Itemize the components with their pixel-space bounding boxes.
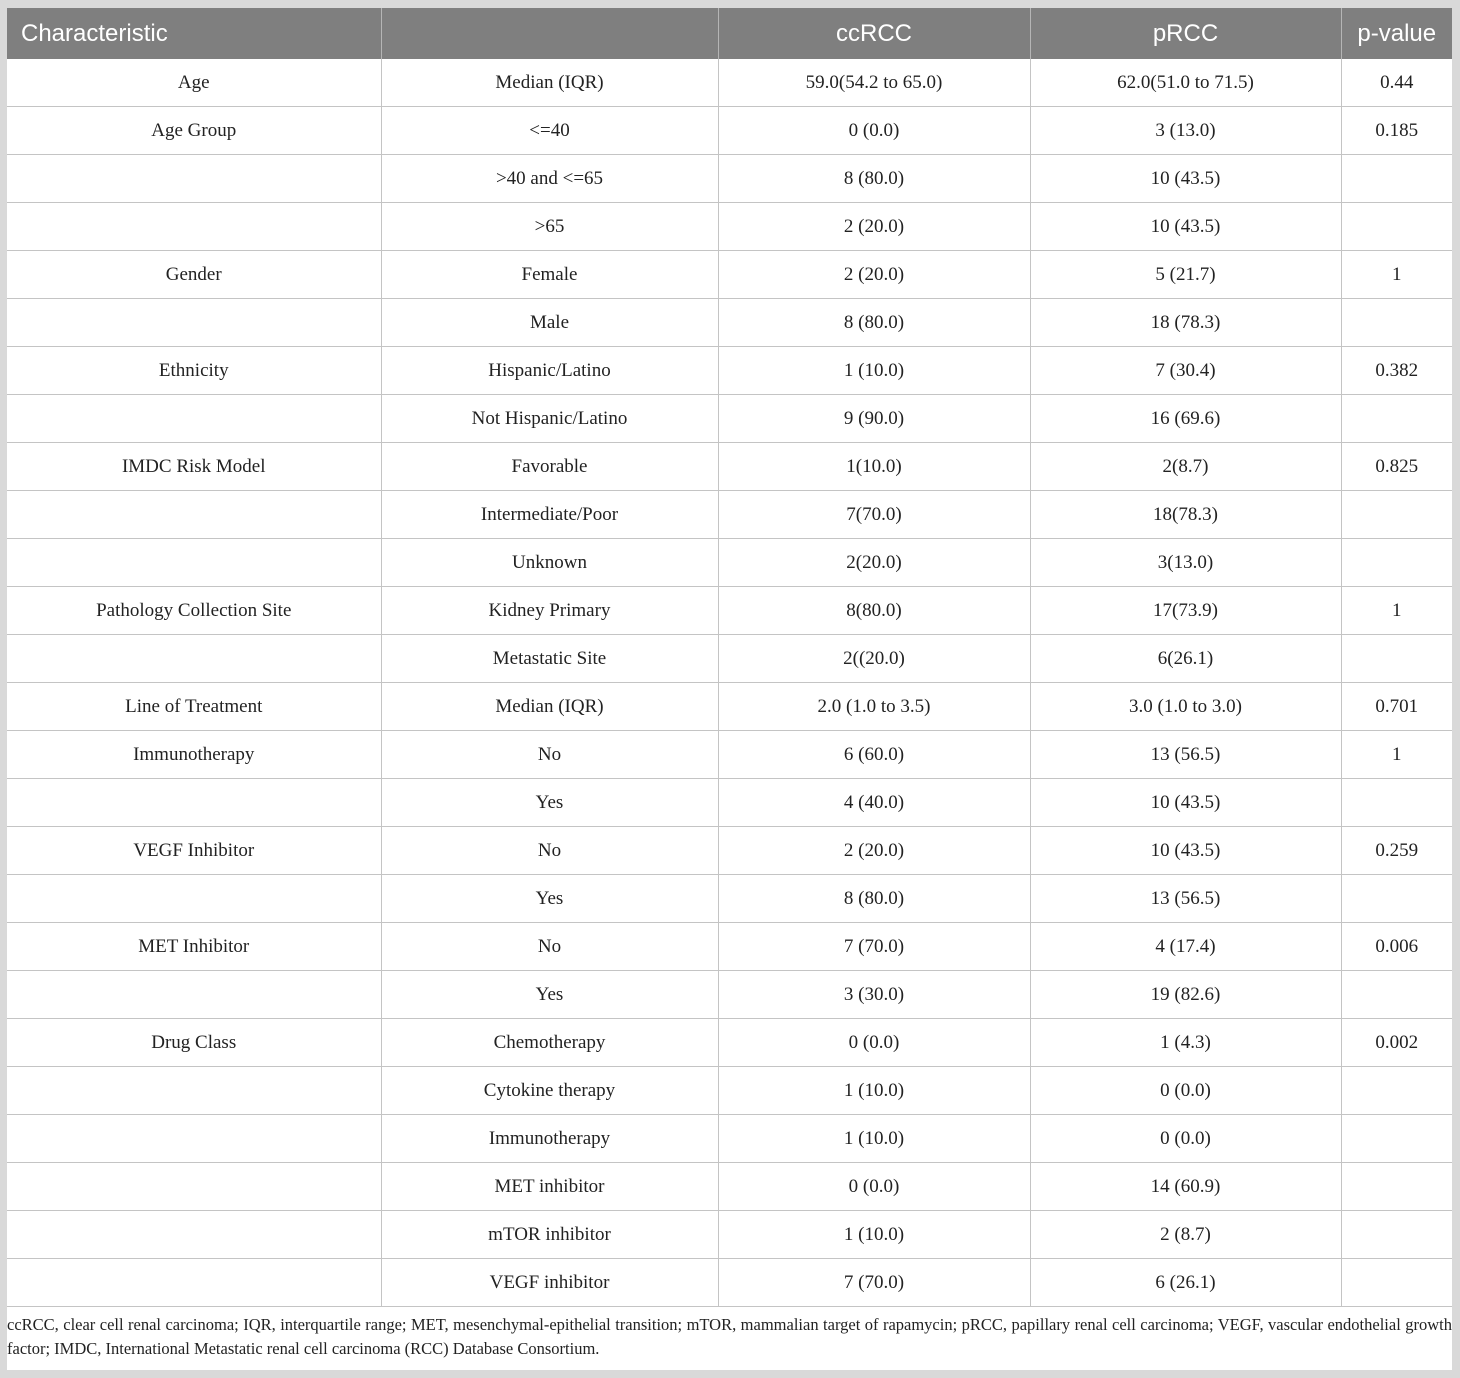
cell-prcc: 18 (78.3) — [1030, 299, 1341, 347]
cell-characteristic — [7, 1067, 381, 1115]
table-row — [7, 1115, 1452, 1163]
cell-characteristic — [7, 203, 381, 251]
cell-subcategory: Yes — [381, 779, 718, 827]
table-row — [7, 59, 1452, 107]
cell-characteristic: MET Inhibitor — [7, 923, 381, 971]
cell-p-value: 1 — [1341, 251, 1452, 299]
cell-prcc: 3(13.0) — [1030, 539, 1341, 587]
cell-subcategory: MET inhibitor — [381, 1163, 718, 1211]
cell-characteristic — [7, 299, 381, 347]
table-row — [7, 251, 1452, 299]
cell-characteristic: Line of Treatment — [7, 683, 381, 731]
cell-ccrcc: 2 (20.0) — [718, 251, 1030, 299]
cell-ccrcc: 4 (40.0) — [718, 779, 1030, 827]
cell-p-value — [1341, 971, 1452, 1019]
table-row — [7, 971, 1452, 1019]
cell-subcategory: Yes — [381, 875, 718, 923]
cell-characteristic — [7, 1259, 381, 1307]
cell-subcategory: Unknown — [381, 539, 718, 587]
cell-characteristic: Immunotherapy — [7, 731, 381, 779]
cell-characteristic: IMDC Risk Model — [7, 443, 381, 491]
cell-ccrcc: 1(10.0) — [718, 443, 1030, 491]
cell-ccrcc: 8 (80.0) — [718, 155, 1030, 203]
table-body — [7, 59, 1452, 1307]
cell-ccrcc: 1 (10.0) — [718, 1115, 1030, 1163]
cell-characteristic — [7, 971, 381, 1019]
cell-characteristic: Age — [7, 59, 381, 107]
cell-ccrcc: 2(20.0) — [718, 539, 1030, 587]
cell-prcc: 10 (43.5) — [1030, 779, 1341, 827]
cell-p-value: 0.006 — [1341, 923, 1452, 971]
cell-ccrcc: 0 (0.0) — [718, 1019, 1030, 1067]
table-row — [7, 1019, 1452, 1067]
cell-subcategory: Male — [381, 299, 718, 347]
cell-prcc: 14 (60.9) — [1030, 1163, 1341, 1211]
cell-subcategory: Female — [381, 251, 718, 299]
cell-prcc: 1 (4.3) — [1030, 1019, 1341, 1067]
cell-subcategory: Not Hispanic/Latino — [381, 395, 718, 443]
table-row — [7, 779, 1452, 827]
cell-characteristic — [7, 1211, 381, 1259]
cell-ccrcc: 8 (80.0) — [718, 299, 1030, 347]
cell-prcc: 4 (17.4) — [1030, 923, 1341, 971]
header-prcc: pRCC — [1030, 8, 1341, 59]
cell-p-value: 0.259 — [1341, 827, 1452, 875]
cell-p-value — [1341, 1163, 1452, 1211]
cell-characteristic — [7, 539, 381, 587]
cell-p-value: 0.825 — [1341, 443, 1452, 491]
cell-subcategory: Chemotherapy — [381, 1019, 718, 1067]
cell-prcc: 6(26.1) — [1030, 635, 1341, 683]
table-row — [7, 203, 1452, 251]
cell-subcategory: <=40 — [381, 107, 718, 155]
cell-p-value — [1341, 299, 1452, 347]
cell-ccrcc: 2 (20.0) — [718, 827, 1030, 875]
cell-subcategory: VEGF inhibitor — [381, 1259, 718, 1307]
table-row — [7, 587, 1452, 635]
cell-p-value: 0.382 — [1341, 347, 1452, 395]
table-row — [7, 347, 1452, 395]
header-row — [7, 8, 1452, 59]
table-row — [7, 1259, 1452, 1307]
cell-prcc: 17(73.9) — [1030, 587, 1341, 635]
cell-ccrcc: 8 (80.0) — [718, 875, 1030, 923]
cell-p-value — [1341, 1067, 1452, 1115]
cell-p-value: 0.002 — [1341, 1019, 1452, 1067]
cell-p-value — [1341, 1115, 1452, 1163]
table-footnote: ccRCC, clear cell renal carcinoma; IQR, interquartile range; MET, mesenchymal-epithelial transition; mTOR, mammalian target of rapamycin; pRCC, papillary renal cell carcinoma; VEGF, vascular endothelial growth factor; IMDC, International Metastatic renal cell carcinoma (RCC) Database Consortium. — [7, 1315, 1452, 1358]
cell-subcategory: No — [381, 923, 718, 971]
cell-ccrcc: 8(80.0) — [718, 587, 1030, 635]
table-row — [7, 923, 1452, 971]
cell-characteristic — [7, 875, 381, 923]
cell-prcc: 0 (0.0) — [1030, 1115, 1341, 1163]
cell-prcc: 5 (21.7) — [1030, 251, 1341, 299]
cell-characteristic: Pathology Collection Site — [7, 587, 381, 635]
cell-subcategory: Favorable — [381, 443, 718, 491]
cell-characteristic: VEGF Inhibitor — [7, 827, 381, 875]
cell-characteristic — [7, 491, 381, 539]
cell-p-value — [1341, 635, 1452, 683]
table-row — [7, 635, 1452, 683]
cell-p-value — [1341, 203, 1452, 251]
cell-prcc: 13 (56.5) — [1030, 875, 1341, 923]
cell-ccrcc: 0 (0.0) — [718, 1163, 1030, 1211]
cell-subcategory: No — [381, 827, 718, 875]
cell-ccrcc: 2((20.0) — [718, 635, 1030, 683]
cell-characteristic — [7, 155, 381, 203]
cell-prcc: 3 (13.0) — [1030, 107, 1341, 155]
cell-prcc: 10 (43.5) — [1030, 827, 1341, 875]
cell-ccrcc: 1 (10.0) — [718, 347, 1030, 395]
cell-characteristic: Age Group — [7, 107, 381, 155]
cell-ccrcc: 7 (70.0) — [718, 923, 1030, 971]
header-subcategory — [381, 8, 718, 59]
cell-ccrcc: 3 (30.0) — [718, 971, 1030, 1019]
cell-prcc: 19 (82.6) — [1030, 971, 1341, 1019]
cell-p-value — [1341, 491, 1452, 539]
cell-characteristic: Drug Class — [7, 1019, 381, 1067]
table-figure — [7, 8, 1452, 1370]
cell-subcategory: Cytokine therapy — [381, 1067, 718, 1115]
cell-subcategory: >40 and <=65 — [381, 155, 718, 203]
cell-p-value — [1341, 1211, 1452, 1259]
cell-subcategory: Median (IQR) — [381, 683, 718, 731]
table-row — [7, 155, 1452, 203]
cell-p-value — [1341, 539, 1452, 587]
cell-prcc: 2(8.7) — [1030, 443, 1341, 491]
cell-characteristic — [7, 779, 381, 827]
cell-prcc: 3.0 (1.0 to 3.0) — [1030, 683, 1341, 731]
cell-prcc: 16 (69.6) — [1030, 395, 1341, 443]
cell-prcc: 7 (30.4) — [1030, 347, 1341, 395]
cell-ccrcc: 1 (10.0) — [718, 1067, 1030, 1115]
table-row — [7, 1067, 1452, 1115]
cell-p-value — [1341, 875, 1452, 923]
table-row — [7, 395, 1452, 443]
table-row — [7, 107, 1452, 155]
cell-ccrcc: 9 (90.0) — [718, 395, 1030, 443]
table-row — [7, 683, 1452, 731]
table-row — [7, 875, 1452, 923]
cell-characteristic — [7, 635, 381, 683]
cell-characteristic — [7, 1115, 381, 1163]
cell-prcc: 6 (26.1) — [1030, 1259, 1341, 1307]
table-row — [7, 1163, 1452, 1211]
cell-ccrcc: 0 (0.0) — [718, 107, 1030, 155]
cell-prcc: 10 (43.5) — [1030, 155, 1341, 203]
cell-subcategory: Intermediate/Poor — [381, 491, 718, 539]
cell-prcc: 2 (8.7) — [1030, 1211, 1341, 1259]
cell-ccrcc: 59.0(54.2 to 65.0) — [718, 59, 1030, 107]
cell-characteristic: Ethnicity — [7, 347, 381, 395]
cell-characteristic — [7, 1163, 381, 1211]
characteristics-table — [7, 8, 1452, 1307]
cell-p-value: 1 — [1341, 731, 1452, 779]
table-row — [7, 299, 1452, 347]
cell-characteristic: Gender — [7, 251, 381, 299]
header-characteristic: Characteristic — [7, 8, 381, 59]
cell-ccrcc: 7(70.0) — [718, 491, 1030, 539]
header-p-value: p-value — [1341, 8, 1452, 59]
cell-ccrcc: 1 (10.0) — [718, 1211, 1030, 1259]
cell-subcategory: Metastatic Site — [381, 635, 718, 683]
cell-subcategory: Hispanic/Latino — [381, 347, 718, 395]
cell-p-value — [1341, 1259, 1452, 1307]
table-row — [7, 443, 1452, 491]
cell-ccrcc: 7 (70.0) — [718, 1259, 1030, 1307]
table-row — [7, 827, 1452, 875]
cell-ccrcc: 2 (20.0) — [718, 203, 1030, 251]
cell-characteristic — [7, 395, 381, 443]
cell-prcc: 0 (0.0) — [1030, 1067, 1341, 1115]
cell-subcategory: Median (IQR) — [381, 59, 718, 107]
cell-prcc: 18(78.3) — [1030, 491, 1341, 539]
cell-subcategory: >65 — [381, 203, 718, 251]
table-row — [7, 539, 1452, 587]
cell-subcategory: Yes — [381, 971, 718, 1019]
cell-p-value — [1341, 155, 1452, 203]
cell-subcategory: Kidney Primary — [381, 587, 718, 635]
cell-subcategory: Immunotherapy — [381, 1115, 718, 1163]
cell-ccrcc: 6 (60.0) — [718, 731, 1030, 779]
cell-p-value: 1 — [1341, 587, 1452, 635]
cell-prcc: 10 (43.5) — [1030, 203, 1341, 251]
cell-p-value: 0.701 — [1341, 683, 1452, 731]
cell-p-value: 0.185 — [1341, 107, 1452, 155]
cell-p-value: 0.44 — [1341, 59, 1452, 107]
cell-p-value — [1341, 779, 1452, 827]
header-ccrcc: ccRCC — [718, 8, 1030, 59]
cell-ccrcc: 2.0 (1.0 to 3.5) — [718, 683, 1030, 731]
table-row — [7, 1211, 1452, 1259]
cell-prcc: 62.0(51.0 to 71.5) — [1030, 59, 1341, 107]
table-row — [7, 491, 1452, 539]
cell-prcc: 13 (56.5) — [1030, 731, 1341, 779]
cell-subcategory: No — [381, 731, 718, 779]
cell-p-value — [1341, 395, 1452, 443]
cell-subcategory: mTOR inhibitor — [381, 1211, 718, 1259]
table-row — [7, 731, 1452, 779]
